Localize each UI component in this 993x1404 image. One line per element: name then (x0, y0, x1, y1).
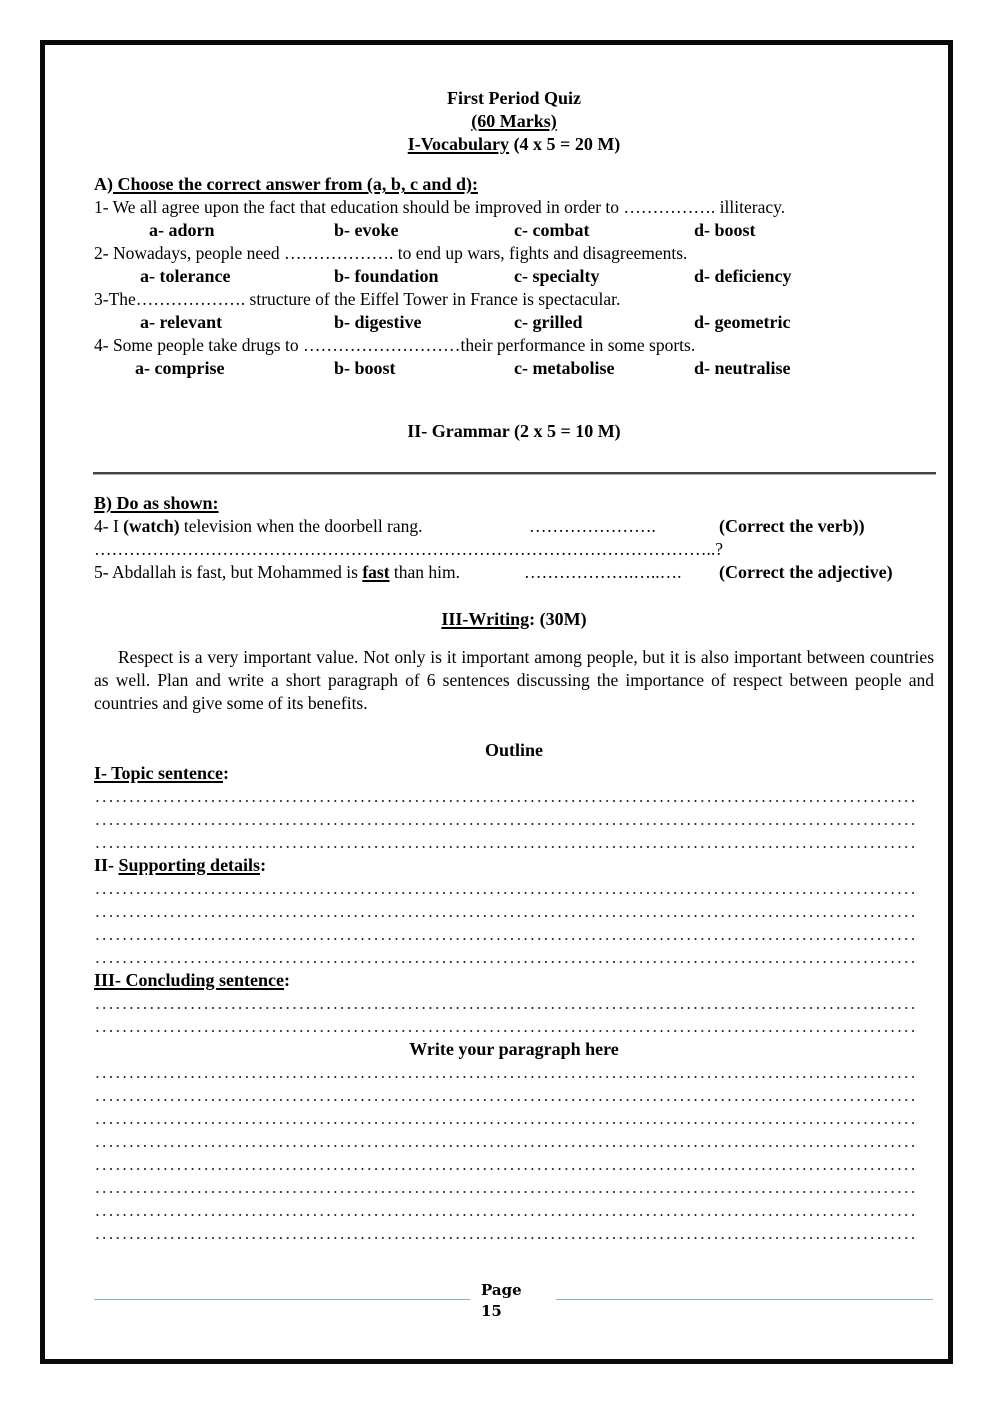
concluding-sentence-label (94, 969, 290, 991)
q4-answer-blank[interactable]: …………………. (529, 516, 656, 536)
part-a-prefix: A) (94, 174, 113, 194)
paragraph-line-4[interactable] (94, 1145, 914, 1147)
paragraph-line-6[interactable] (94, 1191, 914, 1193)
paragraph-line-8[interactable] (94, 1237, 914, 1239)
concluding-line-2[interactable] (94, 1030, 914, 1032)
q5-prefix: 5- Abdallah is fast, but Mohammed is (94, 562, 363, 582)
vocab-q4-option-d[interactable]: d- neutralise (694, 358, 791, 378)
vocab-question-4: 4- Some people take drugs to ………………………their performance in some sports. (94, 335, 696, 355)
colon: : (223, 763, 230, 783)
writing-score: : (30M) (529, 609, 587, 629)
part-a-instruction (94, 173, 478, 195)
vocab-q3-option-a[interactable]: a- relevant (140, 312, 223, 332)
paragraph-line-1[interactable] (94, 1076, 914, 1078)
section-divider (93, 472, 936, 475)
q5-target-word: fast (362, 562, 390, 582)
writing-title: III-Writing (441, 609, 530, 629)
page-number (481, 1280, 522, 1322)
section-vocabulary-heading (94, 133, 934, 155)
part-b-instruction: B) Do as shown: (94, 493, 219, 513)
paragraph-line-5[interactable] (94, 1168, 914, 1170)
grammar-heading: II- Grammar (2 x 5 = 10 M) (407, 421, 621, 441)
vocab-q3-option-c[interactable]: c- grilled (514, 312, 583, 332)
outline-title: Outline (484, 740, 543, 760)
paragraph-title: Write your paragraph here (409, 1039, 619, 1059)
paragraph-line-2[interactable] (94, 1099, 914, 1101)
concluding-label-text: III- Concluding sentence (94, 970, 285, 990)
supporting-label-text: Supporting details (118, 855, 261, 875)
vocab-q1-option-c[interactable]: c- combat (514, 220, 590, 240)
grammar-question-5 (94, 561, 460, 583)
q4-verb: (watch) (123, 516, 180, 536)
supporting-line-4[interactable] (94, 961, 914, 963)
writing-prompt: Respect is a very important value. Not only is it important among people, but it is also important between countries as well. Plan and write a short paragraph of 6 sentences discussing the importance of respect between people and countries and give some of its benefits. (94, 647, 934, 713)
topic-sentence-label (94, 762, 229, 784)
q4-sentence-rest: television when the doorbell rang. (179, 516, 423, 536)
vocab-question-1: 1- We all agree upon the fact that education should be improved in order to ……………. illiteracy. (94, 197, 786, 217)
q4-answer-line[interactable]: ……………………………………………………………………………………………..? (94, 539, 724, 559)
vocab-question-3: 3-The………………. structure of the Eiffel Tower in France is spectacular. (94, 289, 621, 309)
supporting-line-2[interactable] (94, 915, 914, 917)
page-number-value: 15 (481, 1302, 502, 1320)
page-label: Page (481, 1281, 522, 1299)
topic-label-text: I- Topic sentence (94, 763, 224, 783)
vocabulary-score: (4 x 5 = 20 M) (509, 134, 621, 154)
supporting-line-1[interactable] (94, 892, 914, 894)
marks-text: (60 Marks) (471, 111, 557, 131)
footer-line-right (556, 1299, 933, 1300)
colon: : (260, 855, 267, 875)
vocab-q3-option-b[interactable]: b- digestive (334, 312, 422, 332)
vocab-q1-option-d[interactable]: d- boost (694, 220, 756, 240)
vocab-q2-option-b[interactable]: b- foundation (334, 266, 439, 286)
q5-sentence-rest: than him. (389, 562, 461, 582)
supporting-prefix: II- (94, 855, 119, 875)
quiz-title: First Period Quiz (447, 88, 581, 108)
vocab-q2-option-c[interactable]: c- specialty (514, 266, 600, 286)
vocabulary-title: I-Vocabulary (407, 134, 510, 154)
topic-line-1[interactable] (94, 800, 914, 802)
supporting-line-3[interactable] (94, 938, 914, 940)
vocab-q3-option-d[interactable]: d- geometric (694, 312, 791, 332)
supporting-details-label (94, 854, 266, 876)
topic-line-3[interactable] (94, 846, 914, 848)
q4-prefix: 4- I (94, 516, 124, 536)
vocab-q1-option-b[interactable]: b- evoke (334, 220, 399, 240)
part-a-text: Choose the correct answer from (a, b, c and d): (113, 174, 478, 194)
vocab-q4-option-a[interactable]: a- comprise (135, 358, 225, 378)
vocab-q1-option-a[interactable]: a- adorn (149, 220, 215, 240)
concluding-line-1[interactable] (94, 1007, 914, 1009)
vocab-q4-option-c[interactable]: c- metabolise (514, 358, 615, 378)
vocab-q4-option-b[interactable]: b- boost (334, 358, 396, 378)
vocab-question-2: 2- Nowadays, people need ………………. to end up wars, fights and disagreements. (94, 243, 688, 263)
q5-answer-blank[interactable]: ……………….…..…. (524, 562, 682, 582)
topic-line-2[interactable] (94, 823, 914, 825)
paragraph-line-7[interactable] (94, 1214, 914, 1216)
paragraph-line-3[interactable] (94, 1122, 914, 1124)
q4-instruction: (Correct the verb)) (719, 516, 865, 536)
vocab-q2-option-d[interactable]: d- deficiency (694, 266, 792, 286)
vocab-q2-option-a[interactable]: a- tolerance (140, 266, 231, 286)
grammar-question-4 (94, 515, 423, 537)
quiz-total-marks (94, 110, 934, 132)
writing-heading (94, 608, 934, 630)
q5-instruction: (Correct the adjective) (719, 562, 893, 582)
colon: : (284, 970, 291, 990)
footer-line-left (94, 1299, 470, 1300)
